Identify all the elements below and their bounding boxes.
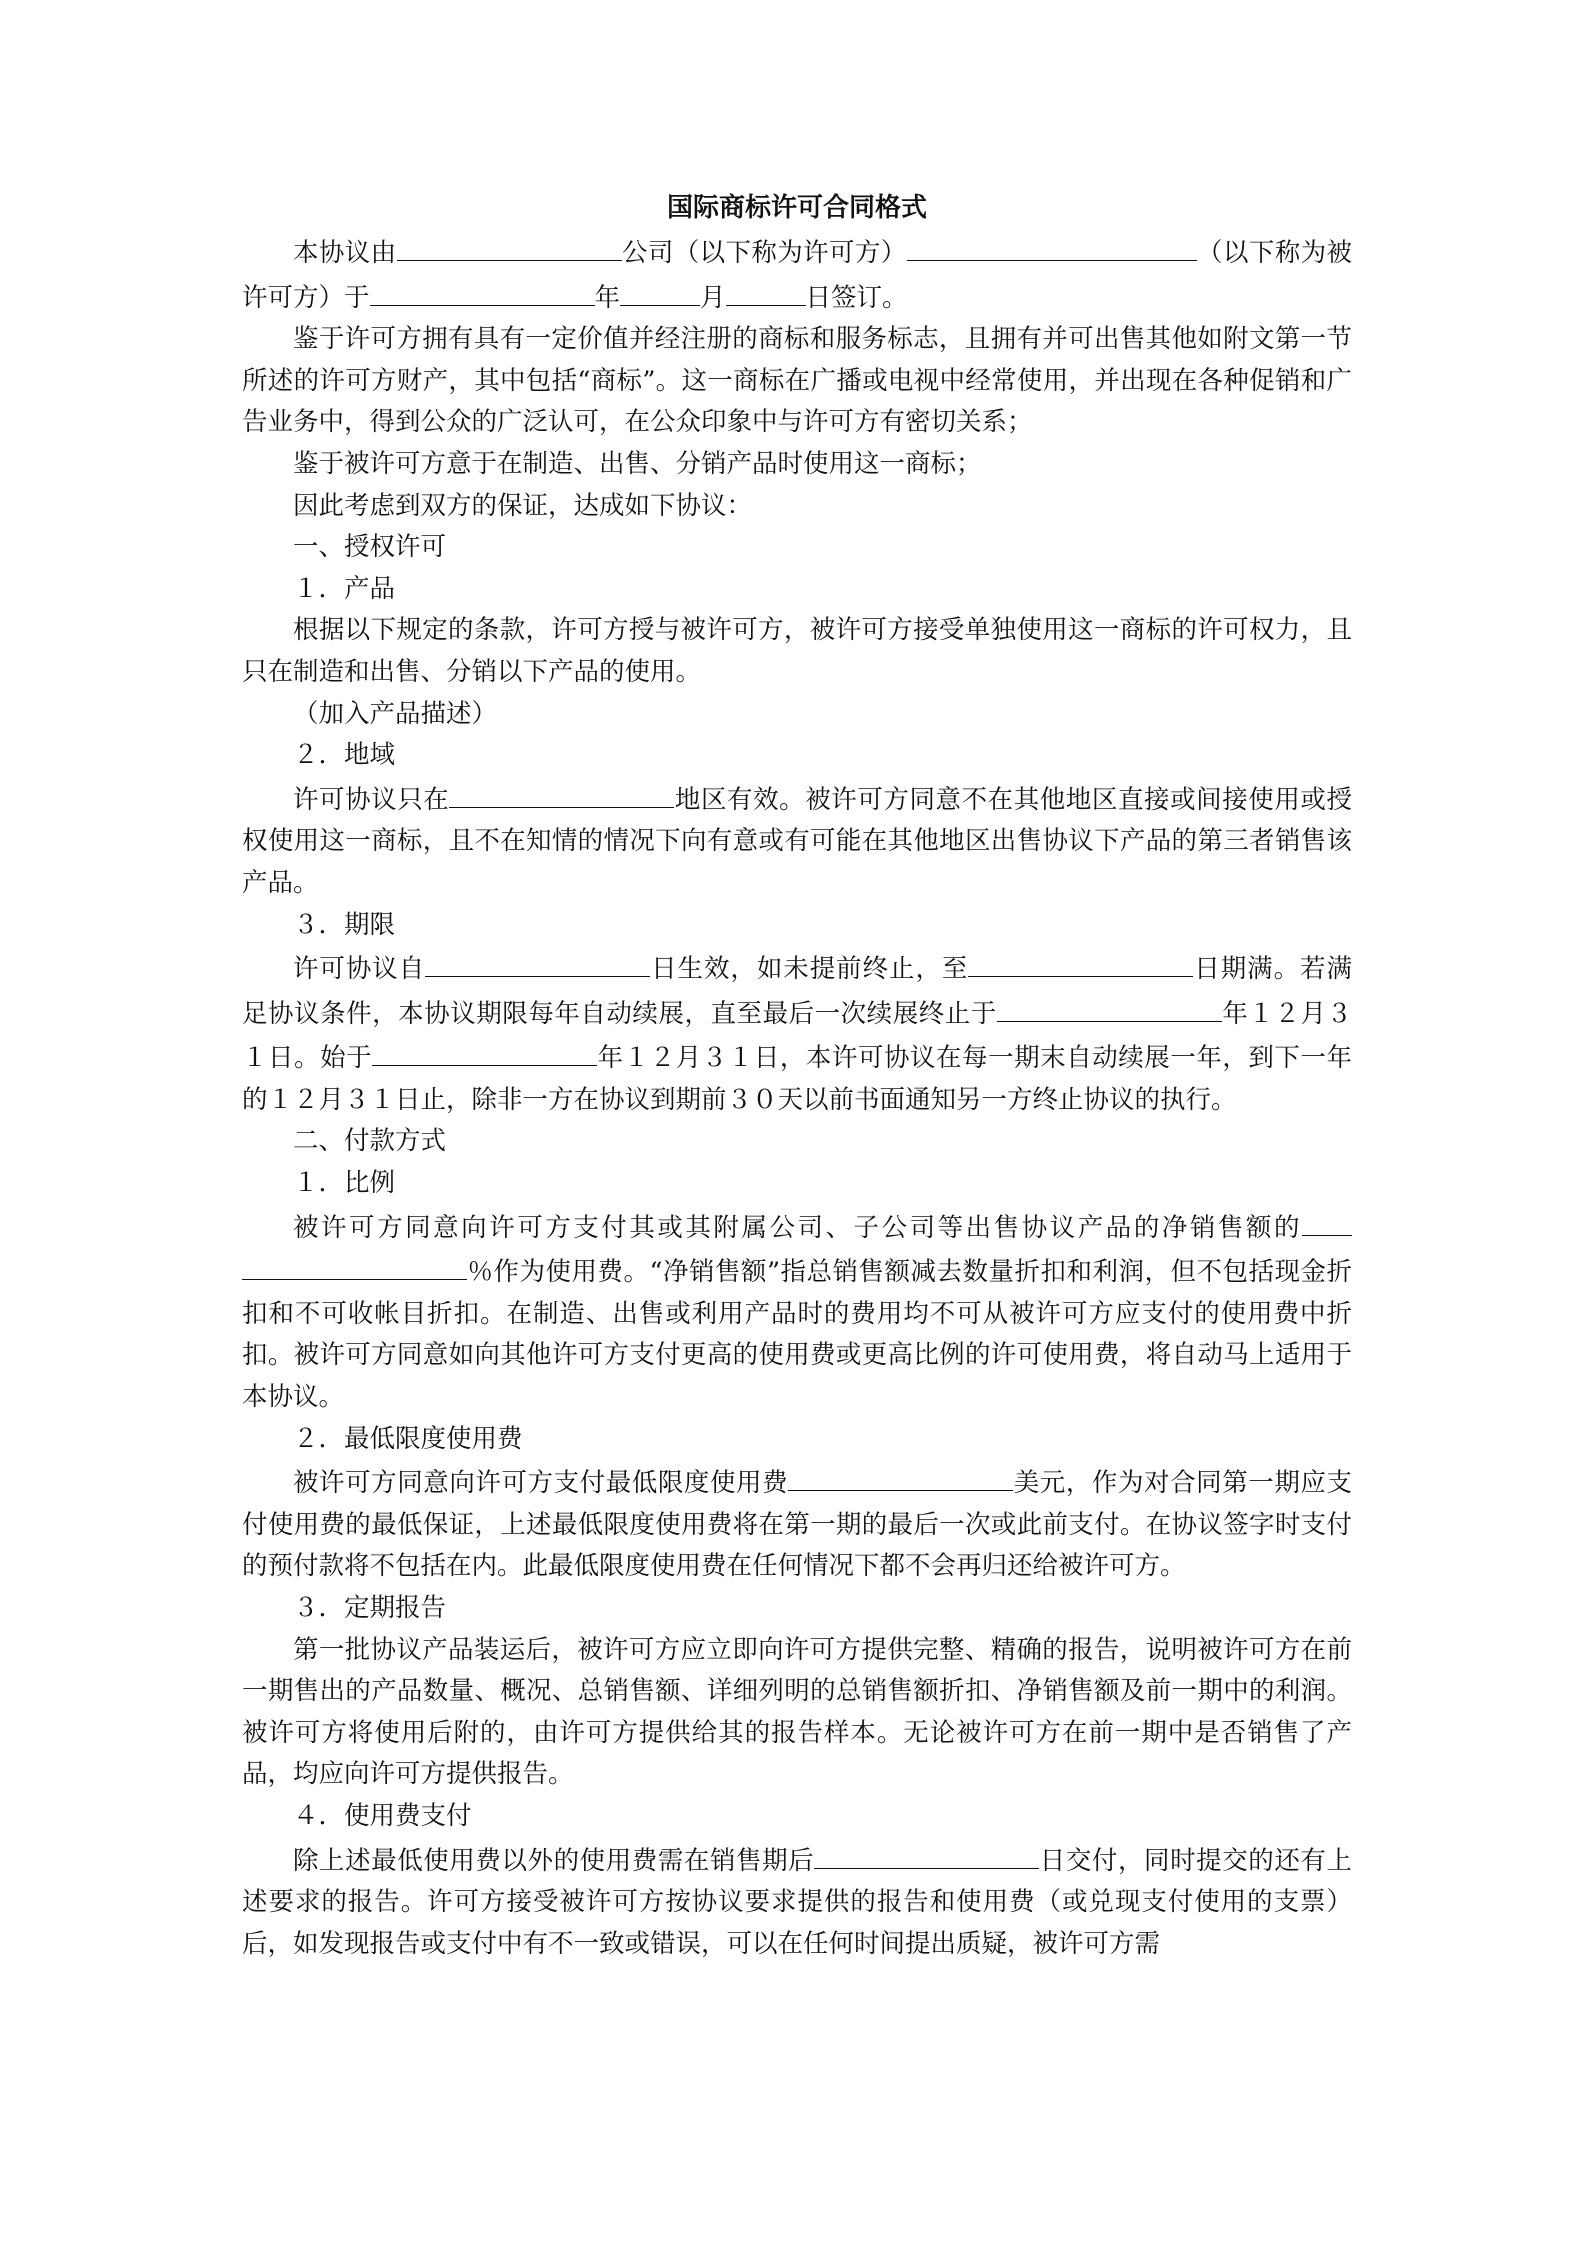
term-text-2: 日生效，如未提前终止，至 [650, 954, 969, 985]
clause-2-3-body: 第一批协议产品装运后，被许可方应立即向许可方提供完整、精确的报告，说明被许可方在前一期售出的产品数量、概况、总销售额、详细列明的总销售额折扣、净销售额及前一期中的利润。被许可方将使用后附的，由许可方提供给其的报告样本。无论被许可方在前一期中是否销售了产品，均应向许可方提供报告。 [242, 1634, 1352, 1790]
ratio-text-1: 被许可方同意向许可方支付其或其附属公司、子公司等出售协议产品的净销售额的 [293, 1212, 1302, 1243]
recital-2: 鉴于被许可方意于在制造、出售、分销产品时使用这一商标； [293, 448, 982, 479]
clause-2-2-body [242, 1460, 1352, 1588]
clause-2-2-heading: ２．最低限度使用费 [293, 1423, 523, 1454]
min-fee-text-1: 被许可方同意向许可方支付最低限度使用费 [293, 1468, 789, 1499]
ratio-blank-b [242, 1249, 467, 1280]
intro-text-4: 年 [594, 282, 621, 313]
clause-1-1-note: （加入产品描述） [293, 698, 498, 729]
territory-text-2: 地区有效。被许可方同意不在其他地区直接或间接使用或授权使用这一商标，且不在知情的情况下向有意或有可能在其他地区出售协议下产品的第三者销售该产品。 [242, 784, 1352, 898]
clause-1-2-heading: ２．地域 [293, 740, 396, 771]
intro-text-6: 日签订。 [805, 282, 908, 313]
year-blank [370, 275, 595, 306]
recital-3: 因此考虑到双方的保证，达成如下协议： [293, 490, 753, 521]
clause-1-1-body: 根据以下规定的条款，许可方授与被许可方，被许可方接受单独使用这一商标的许可权力，且只在制造和出售、分销以下产品的使用。 [242, 615, 1352, 687]
intro-text-3: （以下称为被许可方）于 [242, 238, 1352, 313]
term-text-1: 许可协议自 [293, 954, 426, 985]
clause-1-3-heading: ３．期限 [293, 909, 396, 940]
licensor-blank [397, 230, 622, 261]
payment-text-1: 除上述最低使用费以外的使用费需在销售期后 [293, 1845, 815, 1876]
section-1-heading: 一、授权许可 [293, 532, 447, 563]
territory-text-1: 许可协议只在 [293, 784, 450, 815]
territory-blank [449, 777, 674, 808]
payment-days-blank [814, 1838, 1039, 1869]
recital-1: 鉴于许可方拥有具有一定价值并经注册的商标和服务标志，且拥有并可出售其他如附文第一节所述的许可方财产，其中包括“商标”。这一商标在广播或电视中经常使用，并出现在各种促销和广告业务中，得到公众的广泛认可，在公众印象中与许可方有密切关系； [242, 324, 1352, 438]
intro-paragraph [242, 230, 1352, 319]
payment-text-2: 日交付，同时提交的还有上述要求的报告。许可方接受被许可方按协议要求提供的报告和使用费（或兑现支付使用的支票）后，如发现报告或支付中有不一致或错误，可以在任何时间提出质疑，被许可方需 [242, 1845, 1352, 1959]
ratio-text-2: ％作为使用费。“净销售额”指总销售额减去数量折扣和利润，但不包括现金折扣和不可收帐目折扣。在制造、出售或利用产品时的费用均不可从被许可方应支付的使用费中折扣。被许可方同意如向其他许可方支付更高的使用费或更高比例的许可使用费，将自动马上适用于本协议。 [242, 1257, 1352, 1413]
term-text-3: 日期满。若满足协议条件，本协议期限每年自动续展，直至最后一次续展终止于 [242, 954, 1352, 1029]
month-blank [620, 275, 700, 306]
ratio-blank-a [1302, 1205, 1352, 1236]
clause-2-4-heading: ４．使用费支付 [293, 1800, 472, 1831]
licensee-blank [907, 230, 1197, 261]
intro-text-1: 本协议由 [293, 238, 397, 268]
clause-2-1-heading: １．比例 [293, 1168, 396, 1199]
renewal-start-blank [372, 1035, 597, 1066]
clause-1-3-body [242, 946, 1352, 1121]
clause-2-3-heading: ３．定期报告 [293, 1593, 447, 1623]
start-date-blank [425, 946, 650, 977]
end-date-blank [968, 946, 1193, 977]
term-text-4: 年１２月３１日。始于 [242, 998, 1352, 1074]
renewal-end-blank [997, 991, 1222, 1022]
clause-2-1-body [242, 1205, 1352, 1419]
clause-2-4-body [242, 1838, 1352, 1966]
document-title: 国际商标许可合同格式 [666, 193, 927, 223]
day-blank [726, 275, 806, 306]
contract-page [242, 188, 1352, 1965]
section-2-heading: 二、付款方式 [293, 1126, 447, 1157]
min-fee-text-2: 美元，作为对合同第一期应支付使用费的最低保证，上述最低限度使用费将在第一期的最后一次或此前支付。在协议签字时支付的预付款将不包括在内。此最低限度使用费在任何情况下都不会再归还给被许可方。 [242, 1468, 1352, 1582]
intro-text-2: 公司（以下称为许可方） [621, 238, 907, 268]
clause-1-1-heading: １．产品 [293, 573, 396, 604]
min-fee-blank [788, 1460, 1013, 1491]
term-text-5: 年１２月３１日，本许可协议在每一期末自动续展一年，到下一年的１２月３１日止，除非一方在协议到期前３０天以前书面通知另一方终止协议的执行。 [242, 1043, 1352, 1115]
intro-text-5: 月 [700, 282, 726, 313]
clause-1-2-body [242, 777, 1352, 905]
